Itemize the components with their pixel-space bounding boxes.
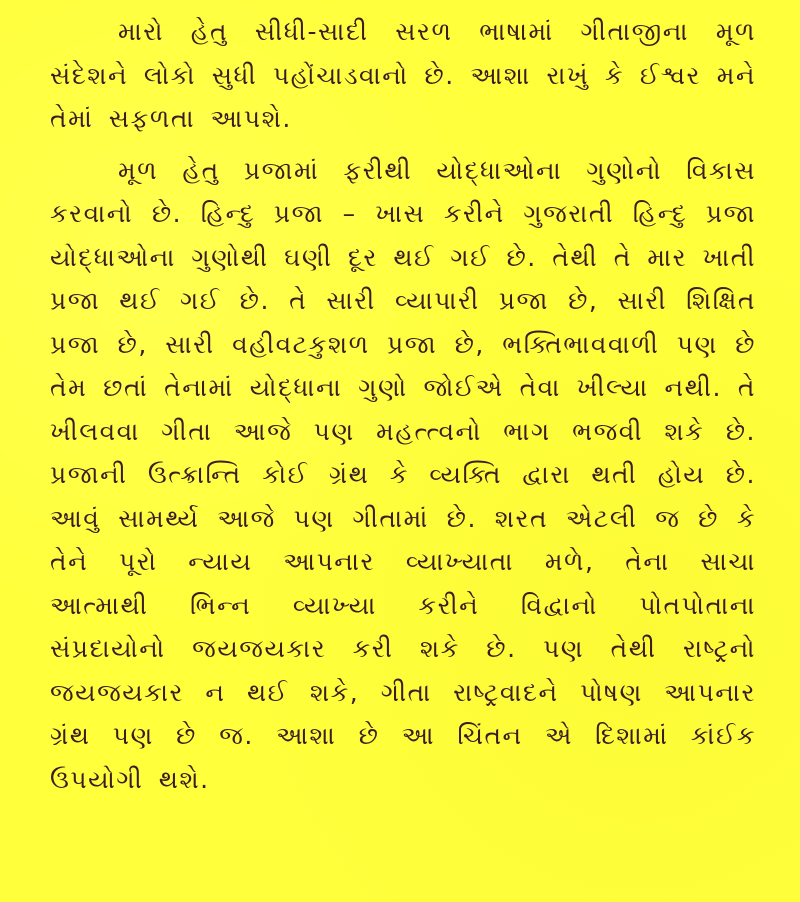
paragraph-main-purpose: મૂળ હેતુ પ્રજામાં ફરીથી યોદ્ધાઓના ગુણોનો વિકાસ કરવાનો છે. હિન્દુ પ્રજા – ખાસ કરીને ગુજરાતી હિન્દુ પ્રજા યોદ્ધાઓના ગુણોથી ઘણી દૂર થઈ ગઈ છે. તેથી તે માર ખાતી પ્રજા થઈ ગઈ છે. તે સારી વ્યાપારી પ્રજા છે, સારી શિક્ષિત પ્રજા છે, સારી વહીવટકુશળ પ્રજા છે, ભક્તિભાવવાળી પણ છે તેમ છતાં તેનામાં યોદ્ધાના ગુણો જોઈએ તેવા ખીલ્યા નથી. તે ખીલવવા ગીતા આજે પણ મહત્ત્વનો ભાગ ભજવી શકે છે. પ્રજાની ઉત્ક્રાન્તિ કોઈ ગ્રંથ કે વ્યક્તિ દ્વારા થતી હોય છે. આવું સામર્થ્ય આજે પણ ગીતામાં છે. શરત એટલી જ છે કે તેને પૂરો ન્યાય આપનાર વ્યાખ્યાતા મળે, તેના સાચા આત્માથી ભિન્ન વ્યાખ્યા કરીને વિદ્વાનો પોતપોતાના સંપ્રદાયોનો જયજયકાર કરી શકે છે. પણ તેથી રાષ્ટ્રનો જયજયકાર ન થઈ શકે, ગીતા રાષ્ટ્રવાદને પોષણ આપનાર ગ્રંથ પણ છે જ. આશા છે આ ચિંતન એ દિશામાં કાંઈક ઉપયોગી થશે. [50,155,756,794]
paragraph-purpose: મારો હેતુ સીધી-સાદી સરળ ભાષામાં ગીતાજીના મૂળ સંદેશને લોકો સુધી પહોંચાડવાનો છે. આશા રાખું કે ઈશ્વર મને તેમાં સફળતા આપશે. [50,17,756,133]
